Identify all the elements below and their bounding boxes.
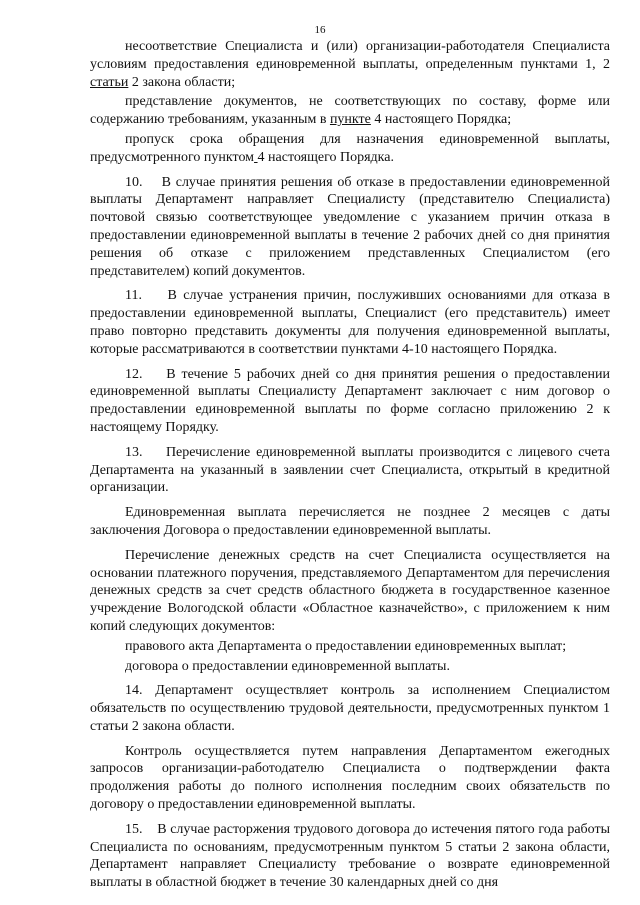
- paragraph-text: 15. В случае расторжения трудового договора до истечения пятого года работы Специалиста по основаниям, предусмотренным пунктом 5 статьи 2 закона области, Департамент направляет Специалисту требование о возврате единовременной выплаты в областной бюджет в течение 30 календарных дней со дня: [90, 821, 610, 891]
- paragraph-text: представление документов, не соответствующих по составу, форме или содержанию требованиям, указанным в: [90, 94, 610, 128]
- paragraph-text: 10. В случае принятия решения об отказе в предоставлении единовременной выплаты Департамент направляет Специалисту (представителю Специалиста) почтовой связью соответствующее уведомление с указанием причин отказа в предоставлении единовременной выплаты в течение 2 рабочих дней со дня принятия решения об отказе с приложением представленных Специалистом (его представителем) копий документов.: [90, 174, 610, 279]
- paragraph-text: несоответствие Специалиста и (или) организации-работодателя Специалиста условиям предоставления единовременной выплаты, определенным пунктами 1, 2: [90, 39, 610, 72]
- paragraph-text: правового акта Департамента о предоставлении единовременных выплат;: [125, 638, 567, 654]
- paragraph: [90, 504, 610, 547]
- paragraph: [90, 131, 610, 174]
- paragraph: [90, 821, 610, 894]
- page-number: 16: [314, 24, 326, 36]
- paragraph: [90, 174, 610, 288]
- paragraph: [90, 547, 610, 638]
- underlined-reference: статьи: [90, 74, 129, 90]
- paragraph: [90, 287, 610, 365]
- paragraph-text: Перечисление денежных средств на счет Специалиста осуществляется на основании платежного поручения, представляемого Департаментом для перечисления денежных средств за счет средств областного бюджета в государственное казенное учреждение Вологодской области «Областное казначейство», с приложением к ним копий следующих документов:: [90, 547, 610, 634]
- paragraph-text: 11. В случае устранения причин, послуживших основаниями для отказа в предоставлении единовременной выплаты, Специалист (его представитель) имеет право повторно представить документы для получения единовременной выплаты, которые рассматриваются в соответствии пунктами 4-10 настоящего Порядка.: [90, 288, 610, 357]
- paragraph: [90, 682, 610, 742]
- paragraph-text: 13. Перечисление единовременной выплаты производится с лицевого счета Департамента на указанный в заявлении счет Специалиста, открытый в кредитной организации.: [90, 444, 610, 496]
- paragraph-text: 4 настоящего Порядка;: [370, 112, 512, 128]
- paragraph-text: 12. В течение 5 рабочих дней со дня принятия решения о предоставлении единовременной выплаты Специалисту Департамент заключает с ним договор о предоставлении единовременной выплаты по форме согласно приложению 2 к настоящему Порядку.: [90, 366, 610, 435]
- paragraph: [90, 93, 610, 131]
- paragraph-text: 14. Департамент осуществляет контроль за исполнением Специалистом обязательств по осуществлению трудовой деятельности, предусмотренных пунктом 1 статьи 2 закона области.: [90, 683, 610, 734]
- paragraph: [90, 444, 610, 504]
- paragraph: [90, 638, 610, 658]
- paragraph: [90, 38, 610, 93]
- document-body: [90, 38, 610, 894]
- paragraph-text: пропуск срока обращения для назначения единовременной выплаты, предусмотренного пунктом: [90, 131, 610, 165]
- paragraph-text: договора о предоставлении единовременной выплаты.: [125, 658, 450, 674]
- paragraph-text: Единовременная выплата перечисляется не позднее 2 месяцев с даты заключения Договора о предоставлении единовременной выплаты.: [90, 505, 610, 538]
- paragraph-text: 4 настоящего Порядка.: [257, 149, 394, 165]
- paragraph: [90, 366, 610, 444]
- paragraph-text: Контроль осуществляется путем направления Департаментом ежегодных запросов организации-работодателю Специалиста о подтверждении факта продолжения работы до полного исполнения последним своих обязательств по договору о предоставлении единовременной выплаты.: [90, 743, 610, 813]
- paragraph: [90, 658, 610, 683]
- paragraph: [90, 743, 610, 821]
- underlined-reference: пункте: [329, 112, 371, 128]
- paragraph-text: 2 закона области;: [128, 74, 236, 90]
